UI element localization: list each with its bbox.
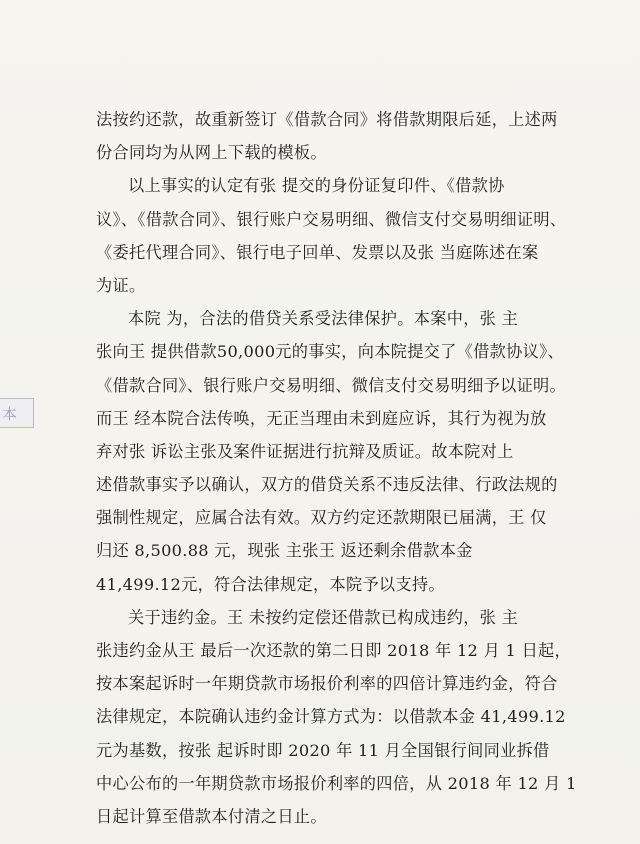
text-line: 元为基数，按张 起诉时即 2020 年 11 月全国银行间同业拆借 <box>96 740 550 760</box>
text-line: 弃对张 诉讼主张及案件证据进行抗辩及质证。故本院对上 <box>96 441 514 461</box>
text-line: 为证。 <box>96 275 146 295</box>
text-line: 《借款合同》、银行账户交易明细、微信支付交易明细予以证明。 <box>96 375 567 395</box>
text-line: 41,499.12元，符合法律规定，本院予以支持。 <box>96 574 445 594</box>
side-stamp-fragment: 本 <box>0 398 34 428</box>
text-line: 中心公布的一年期贷款市场报价利率的四倍，从 2018 年 12 月 1 <box>96 773 577 793</box>
paragraph-start-line: 关于违约金。王 未按约定偿还借款已构成违约，张 主 <box>128 607 519 627</box>
text-line: 日起计算至借款本付清之日止。 <box>96 806 327 826</box>
paragraph-start-line: 本院 为，合法的借贷关系受法律保护。本案中，张 主 <box>128 309 519 329</box>
text-line: 议》、《借款合同》、银行账户交易明细、微信支付交易明细证明、 <box>96 209 567 229</box>
text-line: 张违约金从王 最后一次还款的第二日即 2018 年 12 月 1 日起， <box>96 641 572 660</box>
paragraph-start-line: 以上事实的认定有张 提交的身份证复印件、《借款协 <box>128 176 505 196</box>
text-line: 述借款事实予以确认，双方的借贷关系不违反法律、行政法规的 <box>96 475 558 495</box>
text-line: 《委托代理合同》、银行电子回单、发票以及张 当庭陈述在案 <box>96 242 539 262</box>
text-line: 份合同均为从网上下载的模板。 <box>96 143 327 163</box>
text-line: 法按约还款，故重新签订《借款合同》将借款期限后延，上述两 <box>96 110 558 129</box>
judgment-text <box>96 110 596 840</box>
text-line: 归还 8,500.88 元，现张 主张王 返还剩余借款本金 <box>96 541 473 561</box>
text-line: 法律规定，本院确认违约金计算方式为：以借款本金 41,499.12 <box>96 707 566 727</box>
text-line: 强制性规定，应属合法有效。双方约定还款期限已届满，王 仅 <box>96 508 547 528</box>
text-line: 按本案起诉时一年期贷款市场报价利率的四倍计算违约金，符合 <box>96 674 558 694</box>
text-line: 而王 经本院合法传唤，无正当理由未到庭应诉，其行为视为放 <box>96 408 547 428</box>
text-line: 张向王 提供借款50,000元的事实，向本院提交了《借款协议》、 <box>96 342 564 362</box>
